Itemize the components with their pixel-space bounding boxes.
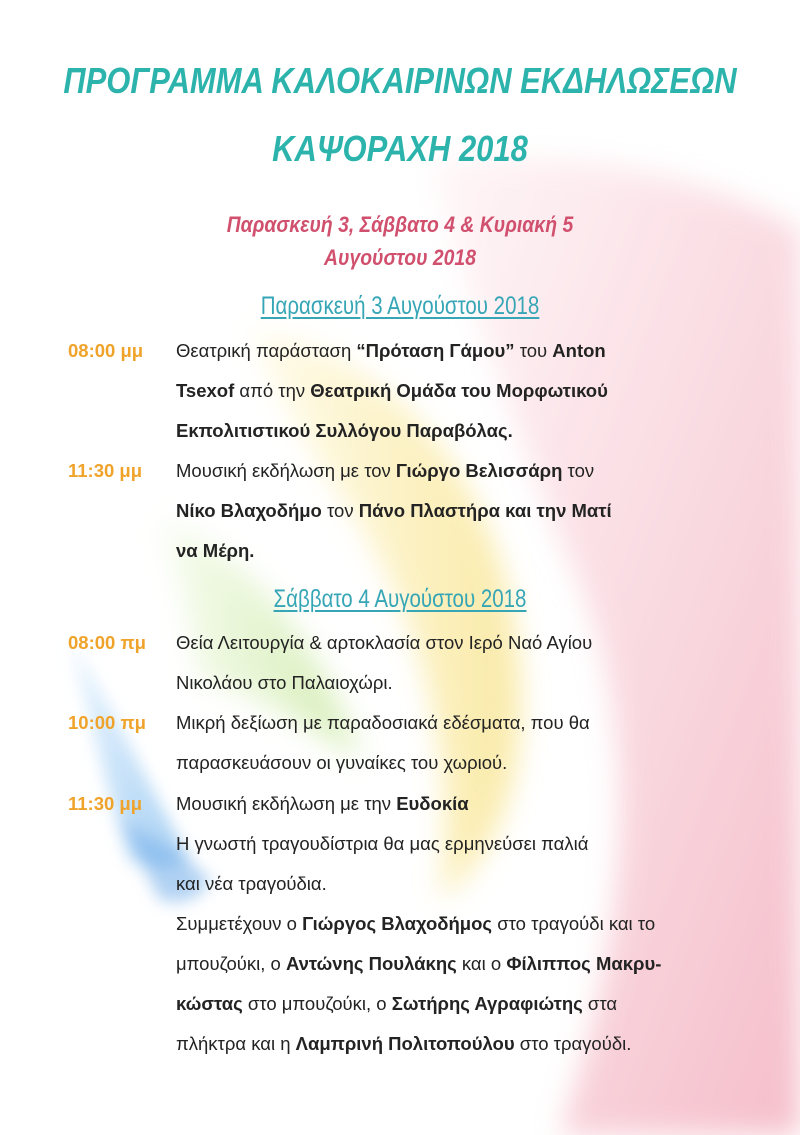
description-text: στο τραγούδι και το <box>492 913 656 934</box>
event-description-line <box>176 1033 631 1055</box>
day-heading-saturday: Σάββατο 4 Αυγούστου 2018 <box>273 585 527 613</box>
description-text: Θεία Λειτουργία & αρτοκλασία στον Ιερό Ναό Αγίου <box>176 632 593 653</box>
event-description-line <box>176 380 608 402</box>
description-text: του <box>514 340 553 361</box>
highlighted-text: Anton <box>552 340 606 361</box>
day-heading-friday: Παρασκευή 3 Αυγούστου 2018 <box>260 292 540 320</box>
event-time: 08:00 μμ <box>68 340 144 361</box>
description-text: Συμμετέχουν ο <box>176 913 303 934</box>
event-description-line <box>176 420 513 442</box>
description-text: από την <box>234 380 311 401</box>
description-text: και νέα τραγούδια. <box>176 873 327 894</box>
description-text: και ο <box>456 953 507 974</box>
highlighted-text: Αντώνης Πουλάκης <box>285 953 457 974</box>
description-text: Θεατρική παράσταση <box>176 340 357 361</box>
event-description-line <box>176 752 507 774</box>
poster-title: ΠΡΟΓΡΑΜΜΑ ΚΑΛΟΚΑΙΡΙΝΩΝ ΕΚΔΗΛΩΣΕΩΝ <box>63 60 737 101</box>
highlighted-text: Γιώργος Βλαχοδήμος <box>302 913 493 934</box>
event-description-line <box>176 712 590 734</box>
event-time: 10:00 πμ <box>68 712 146 733</box>
highlighted-text: Θεατρική Ομάδα του Μορφωτικού <box>310 380 608 401</box>
description-text: πλήκτρα και η <box>176 1033 296 1054</box>
event-description-line <box>176 340 606 362</box>
description-text: Μικρή δεξίωση με παραδοσιακά εδέσματα, που θα <box>176 712 590 733</box>
event-description-line <box>176 793 469 815</box>
highlighted-text: Σωτήρης Αγραφιώτης <box>391 993 583 1014</box>
description-text: Μουσική εκδήλωση με την <box>176 793 397 814</box>
highlighted-text: Νίκο Βλαχοδήμο <box>176 500 322 521</box>
poster-subtitle: ΚΑΨΟΡΑΧΗ 2018 <box>272 128 528 169</box>
highlighted-text: Φίλιππος Μακρυ- <box>506 953 662 974</box>
description-text: στο τραγούδι. <box>514 1033 632 1054</box>
description-text: Μουσική εκδήλωση με τον <box>176 460 396 481</box>
event-description-line <box>176 873 327 895</box>
event-description-line <box>176 500 612 522</box>
description-text: τον <box>321 500 359 521</box>
description-text: μπουζούκι, ο <box>176 953 286 974</box>
event-description-line <box>176 913 655 935</box>
date-range-line2: Αυγούστου 2018 <box>324 245 476 270</box>
highlighted-text: Ευδοκία <box>396 793 469 814</box>
event-time: 11:30 μμ <box>68 793 143 814</box>
event-time: 08:00 πμ <box>68 632 146 653</box>
date-range-line1: Παρασκευή 3, Σάββατο 4 & Κυριακή 5 <box>226 212 574 237</box>
highlighted-text: κώστας <box>176 993 243 1014</box>
event-description-line <box>176 672 393 694</box>
description-text: στα <box>582 993 618 1014</box>
highlighted-text: “Πρόταση Γάμου” <box>356 340 515 361</box>
highlighted-text: Πάνο Πλαστήρα και την Ματί <box>358 500 612 521</box>
event-description-line <box>176 632 592 654</box>
event-description-line <box>176 993 617 1015</box>
highlighted-text: Λαμπρινή Πολιτοπούλου <box>295 1033 515 1054</box>
description-text: παρασκευάσουν οι γυναίκες του χωριού. <box>176 752 508 773</box>
event-description-line <box>176 460 594 482</box>
description-text: στο μπουζούκι, ο <box>242 993 392 1014</box>
event-description-line <box>176 833 588 855</box>
event-description-line <box>176 540 254 562</box>
description-text: τον <box>562 460 595 481</box>
event-description-line <box>176 953 661 975</box>
highlighted-text: Εκπολιτιστικού Συλλόγου Παραβόλας. <box>176 420 513 441</box>
description-text: Η γνωστή τραγουδίστρια θα μας ερμηνεύσει παλιά <box>176 833 589 854</box>
highlighted-text: να Μέρη. <box>176 540 255 561</box>
event-time: 11:30 μμ <box>68 460 143 481</box>
description-text: Νικολάου στο Παλαιοχώρι. <box>176 672 393 693</box>
highlighted-text: Tsexof <box>176 380 235 401</box>
highlighted-text: Γιώργο Βελισσάρη <box>395 460 563 481</box>
